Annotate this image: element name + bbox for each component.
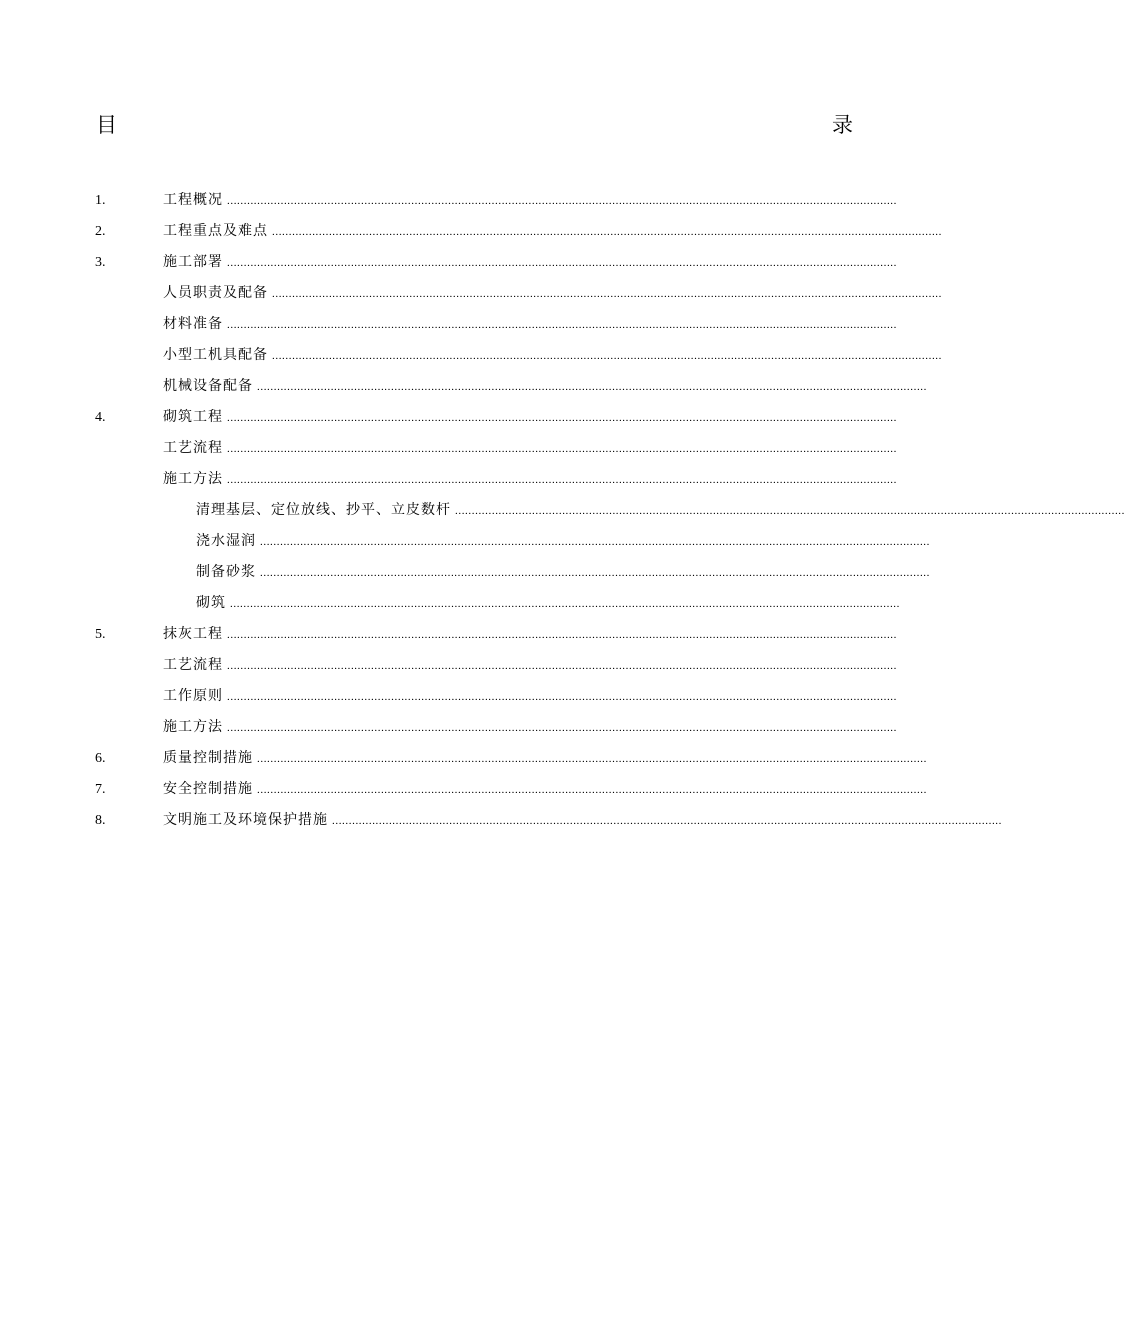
toc-entry-number: 1.	[95, 193, 106, 208]
toc-entry[interactable]	[0, 743, 950, 774]
toc-dot-leader: ........................................................................................................................................................................................................	[227, 319, 897, 331]
toc-entry-title: 砌筑	[196, 595, 226, 611]
toc-entry-title: 小型工机具配备	[163, 347, 268, 363]
toc-entry-number: 4.	[95, 410, 106, 425]
toc-entry-title: 人员职责及配备	[163, 285, 268, 301]
toc-subentry[interactable]	[0, 464, 950, 495]
toc-entry-number: 8.	[95, 813, 106, 828]
toc-title-left: 目	[96, 113, 117, 137]
toc-dot-leader: ........................................................................................................................................................................................................	[227, 257, 897, 269]
toc-entry-number: 2.	[95, 224, 106, 239]
toc-dot-leader: ........................................................................................................................................................................................................	[227, 412, 897, 424]
toc-dot-leader: ........................................................................................................................................................................................................	[257, 381, 927, 393]
toc-subentry[interactable]	[0, 650, 950, 681]
toc-entry-number: 6.	[95, 751, 106, 766]
toc-dot-leader: ........................................................................................................................................................................................................	[227, 722, 897, 734]
toc-entry-title: 施工部署	[163, 254, 223, 270]
toc-subsubentry[interactable]	[0, 495, 1125, 526]
toc-dot-leader: ........................................................................................................................................................................................................	[455, 505, 1125, 517]
toc-entry[interactable]	[0, 774, 950, 805]
toc-dot-leader: ........................................................................................................................................................................................................	[272, 226, 942, 238]
toc-dot-leader: ........................................................................................................................................................................................................	[257, 753, 927, 765]
toc-entry[interactable]	[0, 247, 950, 278]
toc-dot-leader: ........................................................................................................................................................................................................	[332, 815, 1002, 827]
toc-dot-leader: ........................................................................................................................................................................................................	[272, 350, 942, 362]
toc-entry-title: 工艺流程	[163, 657, 223, 673]
toc-entry-title: 砌筑工程	[163, 409, 223, 425]
toc-entry-title: 机械设备配备	[163, 378, 253, 394]
toc-entry[interactable]	[0, 619, 950, 650]
table-of-contents	[0, 185, 1125, 836]
toc-subentry[interactable]	[0, 309, 950, 340]
toc-subentry[interactable]	[0, 278, 950, 309]
toc-subentry[interactable]	[0, 681, 950, 712]
toc-dot-leader: ........................................................................................................................................................................................................	[230, 598, 900, 610]
toc-entry-title: 清理基层、定位放线、抄平、立皮数杆	[196, 502, 451, 518]
toc-subentry[interactable]	[0, 712, 950, 743]
toc-entry[interactable]	[0, 805, 1002, 836]
toc-entry[interactable]	[0, 216, 950, 247]
toc-dot-leader: ........................................................................................................................................................................................................	[227, 691, 897, 703]
toc-entry-title: 质量控制措施	[163, 750, 253, 766]
toc-title-right: 录	[832, 113, 853, 137]
toc-entry-number: 3.	[95, 255, 106, 270]
toc-entry-title: 施工方法	[163, 471, 223, 487]
toc-entry-title: 施工方法	[163, 719, 223, 735]
toc-subsubentry[interactable]	[0, 588, 950, 619]
toc-entry-title: 文明施工及环境保护措施	[163, 812, 328, 828]
toc-subentry[interactable]	[0, 340, 950, 371]
toc-subsubentry[interactable]	[0, 526, 950, 557]
toc-entry-title: 工作原则	[163, 688, 223, 704]
toc-entry-number: 7.	[95, 782, 106, 797]
toc-entry-title: 工程重点及难点	[163, 223, 268, 239]
toc-entry-title: 制备砂浆	[196, 564, 256, 580]
toc-dot-leader: ........................................................................................................................................................................................................	[227, 660, 897, 672]
toc-entry-title: 抹灰工程	[163, 626, 223, 642]
toc-dot-leader: ........................................................................................................................................................................................................	[272, 288, 942, 300]
toc-entry-title: 工艺流程	[163, 440, 223, 456]
toc-subentry[interactable]	[0, 433, 950, 464]
toc-dot-leader: ........................................................................................................................................................................................................	[227, 443, 897, 455]
toc-subentry[interactable]	[0, 371, 950, 402]
toc-dot-leader: ........................................................................................................................................................................................................	[260, 536, 930, 548]
toc-entry-title: 浇水湿润	[196, 533, 256, 549]
toc-dot-leader: ........................................................................................................................................................................................................	[260, 567, 930, 579]
toc-dot-leader: ........................................................................................................................................................................................................	[227, 629, 897, 641]
toc-entry[interactable]	[0, 402, 950, 433]
toc-dot-leader: ........................................................................................................................................................................................................	[257, 784, 927, 796]
toc-entry-title: 安全控制措施	[163, 781, 253, 797]
toc-dot-leader: ........................................................................................................................................................................................................	[227, 474, 897, 486]
toc-entry[interactable]	[0, 185, 950, 216]
toc-dot-leader: ........................................................................................................................................................................................................	[227, 195, 897, 207]
toc-entry-title: 材料准备	[163, 316, 223, 332]
toc-entry-number: 5.	[95, 627, 106, 642]
toc-subsubentry[interactable]	[0, 557, 950, 588]
toc-entry-title: 工程概况	[163, 192, 223, 208]
